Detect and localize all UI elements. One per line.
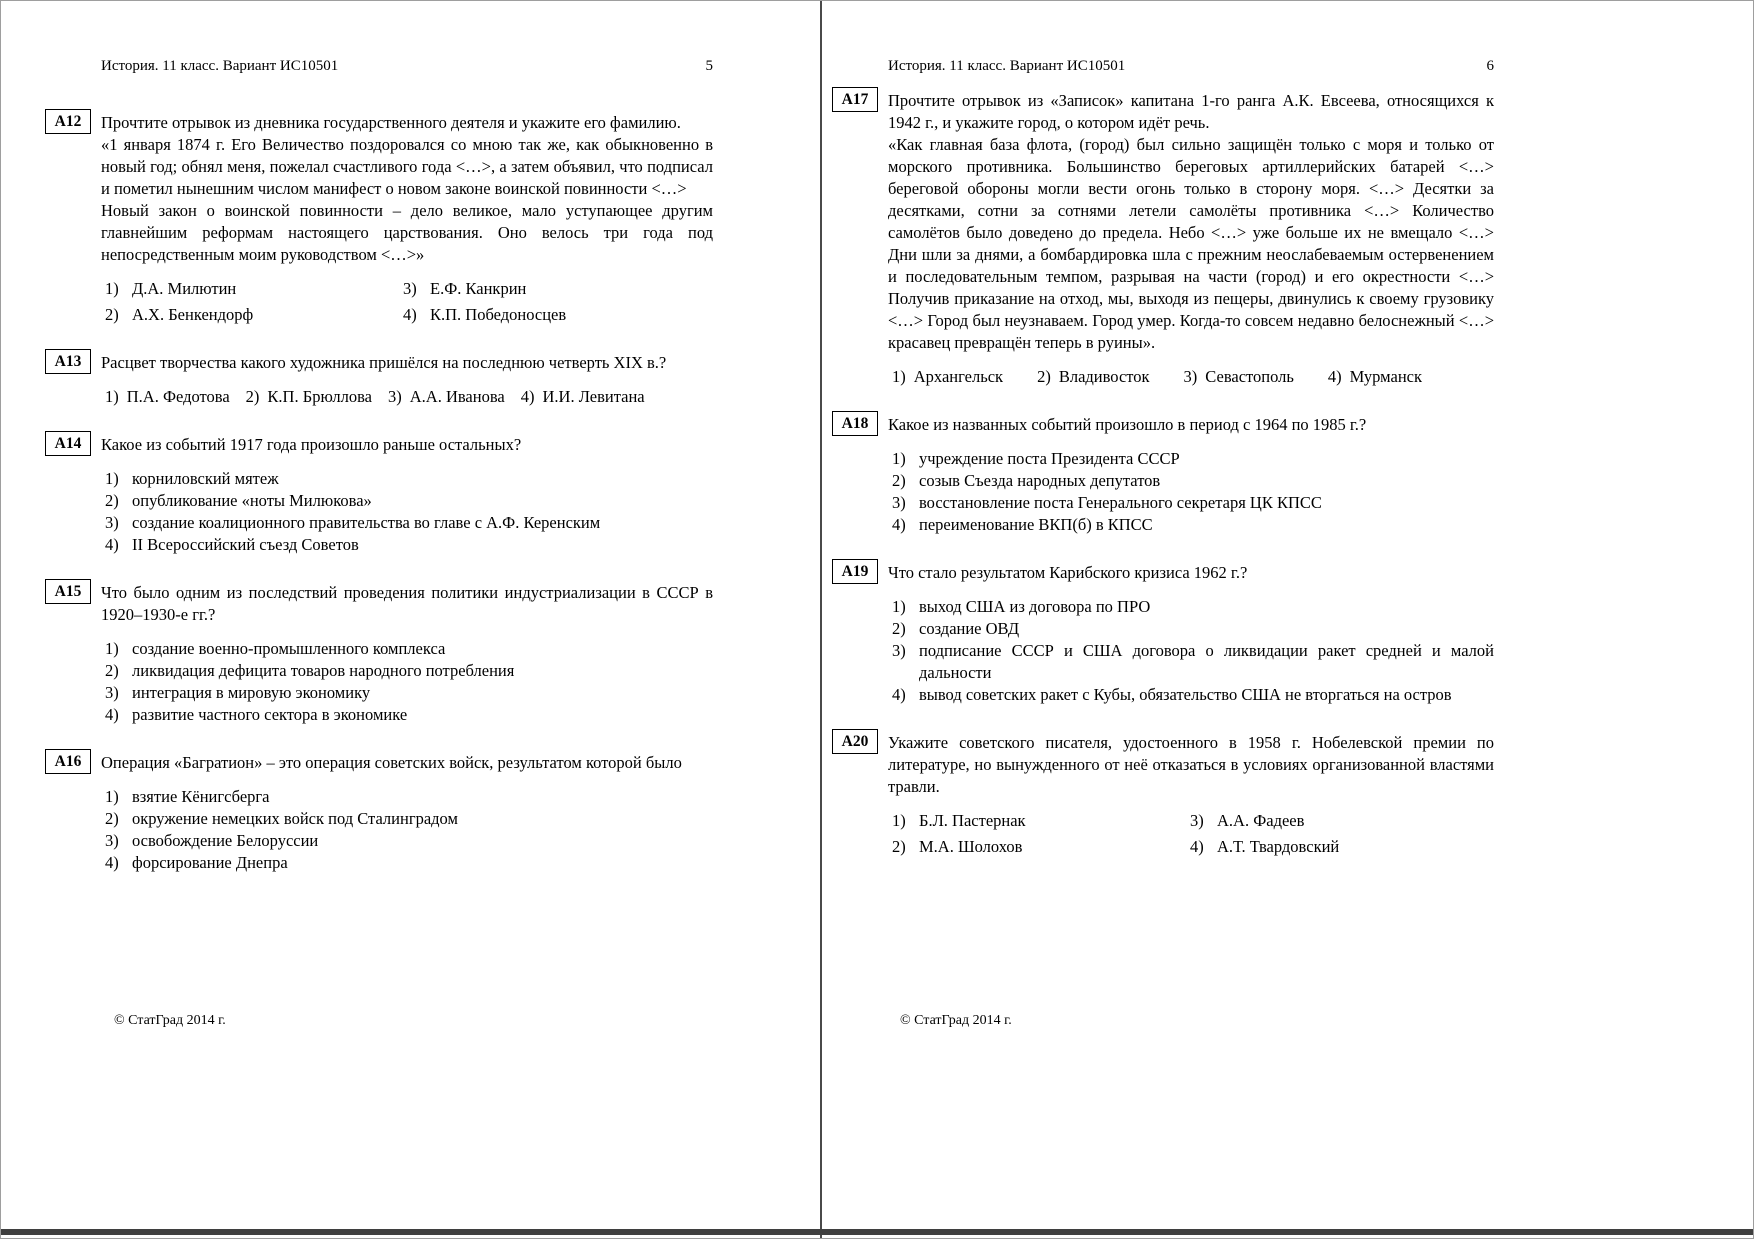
option-text: Мурманск	[1349, 367, 1423, 386]
option-text: восстановление поста Генерального секретаря ЦК КПСС	[919, 493, 1322, 512]
page-header	[101, 56, 713, 76]
option-number: 4)	[1327, 367, 1342, 386]
answer-option	[105, 386, 230, 408]
question-number-box: А17	[832, 87, 878, 112]
answer-options	[892, 366, 1494, 388]
answer-option	[892, 684, 1494, 706]
option-text: К.П. Брюллова	[267, 387, 372, 406]
option-text: создание коалиционного правительства во главе с А.Ф. Керенским	[132, 513, 601, 532]
question-text: Расцвет творчества какого художника пришёлся на последнюю четверть XIX в.?	[101, 353, 667, 372]
answer-option	[403, 278, 713, 300]
question-number-box: А13	[45, 349, 91, 374]
option-text: II Всероссийский съезд Советов	[132, 535, 359, 554]
answer-option	[892, 618, 1494, 640]
option-text: А.А. Иванова	[409, 387, 505, 406]
question-text: «Как главная база флота, (город) был сильно защищён только с моря и только от морского противника. Большинство береговых артиллерийских батарей <…> береговой обороны могли вести огонь только в сторону моря. <…> Десятки за десятками, сотни за сотнями летели самолёты противника <…> Количество самолётов было доведено до предела. Небо <…> уже больше их не вмещало <…> Дни шли за днями, а бомбардировка шла с прежним неослабеваемым остервенением и последовательным темпом, разрывая на части (город) и его окрестности <…> Получив приказание на отход, мы, выходя из пещеры, двинулись к своему грузовику <…> Город был неузнаваем. Город умер. Когда-то совсем недавно белоснежный <…> красавец превращён теперь в руины».	[888, 135, 1494, 352]
option-number: 3)	[403, 279, 417, 298]
option-number: 4)	[105, 705, 119, 724]
option-text: вывод советских ракет с Кубы, обязательство США не вторгаться на остров	[919, 685, 1452, 704]
answer-option	[892, 810, 1190, 832]
option-text: Е.Ф. Канкрин	[430, 279, 527, 298]
question-text: Что было одним из последствий проведения политики индустриализации в СССР в 1920–1930-е гг.?	[101, 583, 713, 624]
answer-option	[521, 386, 645, 408]
option-text: Архангельск	[913, 367, 1004, 386]
option-number: 2)	[105, 809, 119, 828]
option-text: И.И. Левитана	[542, 387, 645, 406]
question-number-box: А16	[45, 749, 91, 774]
option-number: 3)	[1190, 811, 1204, 830]
option-text: подписание СССР и США договора о ликвидации ракет средней и малой дальности	[919, 641, 1494, 682]
answer-option	[105, 512, 713, 534]
option-number: 1)	[892, 449, 906, 468]
option-text: форсирование Днепра	[132, 853, 288, 872]
option-number: 1)	[892, 367, 906, 386]
answer-option	[892, 640, 1494, 684]
option-number: 3)	[1183, 367, 1198, 386]
question-text: Прочтите отрывок из «Записок» капитана 1-го ранга А.К. Евсеева, относящихся к 1942 г., и укажите город, о котором идёт речь.	[888, 91, 1494, 132]
option-text: Севастополь	[1205, 367, 1294, 386]
question-text: Что стало результатом Карибского кризиса 1962 г.?	[888, 563, 1248, 582]
copyright-footer: © СтатГрад 2014 г.	[900, 1013, 1012, 1028]
option-number: 3)	[892, 641, 906, 660]
option-text: создание ОВД	[919, 619, 1020, 638]
option-text: К.П. Победоносцев	[430, 305, 567, 324]
answer-option	[1184, 366, 1294, 388]
question-А13	[54, 352, 713, 408]
question-text: Какое из названных событий произошло в период с 1964 по 1985 г.?	[888, 415, 1367, 434]
answer-option	[105, 468, 713, 490]
question-number-box: А14	[45, 431, 91, 456]
option-number: 2)	[892, 837, 906, 856]
option-text: освобождение Белоруссии	[132, 831, 319, 850]
answer-option	[105, 852, 713, 874]
copyright-footer: © СтатГрад 2014 г.	[114, 1013, 226, 1028]
question-А18	[841, 414, 1494, 536]
answer-options	[892, 810, 1494, 858]
answer-option	[105, 278, 403, 300]
page-spread	[1, 1, 1753, 1238]
option-text: переименование ВКП(б) в КПСС	[919, 515, 1153, 534]
answer-option	[105, 830, 713, 852]
page-6	[822, 1, 1753, 1238]
question-body	[101, 434, 713, 556]
question-body	[101, 352, 713, 408]
question-А12	[54, 112, 713, 326]
answer-option	[1190, 836, 1494, 858]
page-number: 5	[705, 58, 713, 74]
answer-option	[892, 470, 1494, 492]
option-number: 1)	[105, 787, 119, 806]
option-number: 1)	[105, 279, 119, 298]
option-text: А.Т. Твардовский	[1217, 837, 1340, 856]
question-text: Укажите советского писателя, удостоенного в 1958 г. Нобелевской премии по литературе, но вынужденного от неё отказаться в условиях организованной властями травли.	[888, 733, 1494, 796]
answer-option	[892, 596, 1494, 618]
option-text: М.А. Шолохов	[919, 837, 1023, 856]
answer-option	[105, 534, 713, 556]
answer-options	[105, 786, 713, 874]
answer-option	[105, 786, 713, 808]
answer-option	[105, 490, 713, 512]
answer-option	[1328, 366, 1422, 388]
question-number-box: А18	[832, 411, 878, 436]
option-text: созыв Съезда народных депутатов	[919, 471, 1161, 490]
option-number: 2)	[105, 305, 119, 324]
question-body	[101, 582, 713, 726]
answer-options	[105, 278, 713, 326]
question-body	[888, 414, 1494, 536]
option-text: ликвидация дефицита товаров народного потребления	[132, 661, 515, 680]
option-number: 1)	[105, 387, 119, 406]
option-text: А.Х. Бенкендорф	[132, 305, 254, 324]
option-number: 4)	[520, 387, 535, 406]
question-А15	[54, 582, 713, 726]
answer-options	[892, 596, 1494, 706]
option-text: взятие Кёнигсберга	[132, 787, 270, 806]
question-body	[888, 732, 1494, 858]
option-number: 1)	[105, 469, 119, 488]
option-text: опубликование «ноты Милюкова»	[132, 491, 372, 510]
question-text: Новый закон о воинской повинности – дело великое, мало уступающее другим главнейшим реформам настоящего царствования. Оно велось три года под непосредственным моим руководством <…>»	[101, 201, 713, 264]
answer-option	[105, 304, 403, 326]
option-number: 3)	[105, 683, 119, 702]
answer-option	[403, 304, 713, 326]
question-А17	[841, 90, 1494, 388]
option-text: создание военно-промышленного комплекса	[132, 639, 446, 658]
option-number: 3)	[892, 493, 906, 512]
option-number: 2)	[892, 619, 906, 638]
option-number: 4)	[892, 685, 906, 704]
answer-option	[246, 386, 372, 408]
question-number-box: А20	[832, 729, 878, 754]
answer-options	[105, 638, 713, 726]
page-content	[841, 90, 1494, 858]
option-number: 4)	[403, 305, 417, 324]
question-text: Прочтите отрывок из дневника государственного деятеля и укажите его фамилию.	[101, 113, 681, 132]
question-text: Операция «Багратион» – это операция советских войск, результатом которой было	[101, 753, 682, 772]
window-bottom-edge-bar	[1, 1229, 1753, 1235]
answer-options	[105, 468, 713, 556]
option-number: 3)	[105, 513, 119, 532]
answer-options	[105, 386, 713, 408]
question-number-box: А19	[832, 559, 878, 584]
answer-option	[105, 638, 713, 660]
answer-option	[892, 836, 1190, 858]
option-text: интеграция в мировую экономику	[132, 683, 371, 702]
page-header	[888, 56, 1494, 76]
answer-option	[105, 660, 713, 682]
answer-option	[892, 448, 1494, 470]
option-text: Владивосток	[1058, 367, 1150, 386]
option-number: 4)	[1190, 837, 1204, 856]
document-title: История. 11 класс. Вариант ИС10501	[101, 58, 339, 74]
answer-option	[388, 386, 505, 408]
option-number: 2)	[892, 471, 906, 490]
option-number: 4)	[105, 853, 119, 872]
answer-option	[892, 492, 1494, 514]
option-number: 2)	[245, 387, 260, 406]
option-number: 2)	[105, 661, 119, 680]
answer-option	[105, 704, 713, 726]
answer-option	[1190, 810, 1494, 832]
option-text: учреждение поста Президента СССР	[919, 449, 1180, 468]
answer-option	[892, 514, 1494, 536]
question-А19	[841, 562, 1494, 706]
document-title: История. 11 класс. Вариант ИС10501	[888, 58, 1126, 74]
question-body	[888, 90, 1494, 388]
option-number: 4)	[105, 535, 119, 554]
question-text: «1 января 1874 г. Его Величество поздоровался со мною так же, как обыкновенно в новый год; обнял меня, пожелал счастливого года <…>, а затем объявил, что подписал и пометил нынешним числом манифест о новом законе воинской повинности <…>	[101, 135, 713, 198]
answer-options	[892, 448, 1494, 536]
option-text: окружение немецких войск под Сталинградом	[132, 809, 458, 828]
option-number: 1)	[892, 811, 906, 830]
option-number: 1)	[105, 639, 119, 658]
option-text: П.А. Федотова	[126, 387, 230, 406]
option-number: 2)	[1037, 367, 1051, 386]
option-number: 2)	[105, 491, 119, 510]
option-number: 4)	[892, 515, 906, 534]
answer-option	[1037, 366, 1149, 388]
question-text: Какое из событий 1917 года произошло раньше остальных?	[101, 435, 522, 454]
option-text: Б.Л. Пастернак	[919, 811, 1026, 830]
question-number-box: А15	[45, 579, 91, 604]
question-А16	[54, 752, 713, 874]
option-text: развитие частного сектора в экономике	[132, 705, 408, 724]
option-text: Д.А. Милютин	[132, 279, 237, 298]
option-text: А.А. Фадеев	[1217, 811, 1305, 830]
page-content	[54, 112, 713, 874]
question-number-box: А12	[45, 109, 91, 134]
option-number: 3)	[105, 831, 119, 850]
option-text: выход США из договора по ПРО	[919, 597, 1151, 616]
option-text: корниловский мятеж	[132, 469, 279, 488]
page-5	[1, 1, 820, 1238]
question-А20	[841, 732, 1494, 858]
question-body	[101, 752, 713, 874]
option-number: 3)	[387, 387, 402, 406]
question-А14	[54, 434, 713, 556]
question-body	[888, 562, 1494, 706]
answer-option	[105, 682, 713, 704]
answer-option	[105, 808, 713, 830]
page-number: 6	[1486, 58, 1494, 74]
option-number: 1)	[892, 597, 906, 616]
question-body	[101, 112, 713, 326]
answer-option	[892, 366, 1003, 388]
